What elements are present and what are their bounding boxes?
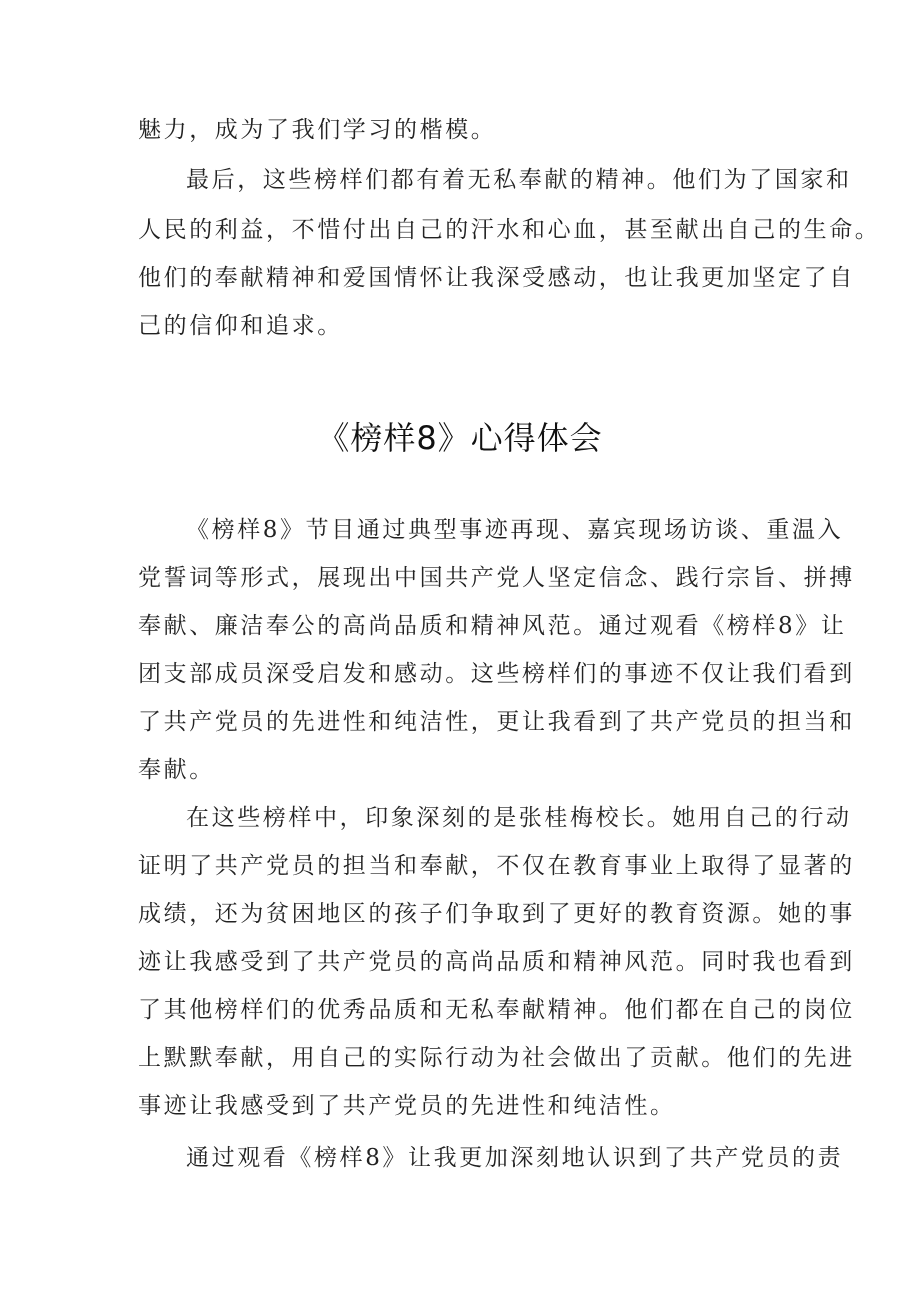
paragraph-line: 成绩，还为贫困地区的孩子们争取到了更好的教育资源。她的事 (138, 901, 855, 927)
paragraph-line: 党誓词等形式，展现出中国共产党人坚定信念、践行宗旨、拼搏 (138, 565, 855, 591)
paragraph-line: 通过观看《榜样8》让我更加深刻地认识到了共产党员的责 (186, 1145, 844, 1171)
paragraph-line: 奉献。 (138, 757, 215, 783)
paragraph-line: 奉献、廉洁奉公的高尚品质和精神风范。通过观看《榜样8》让 (138, 613, 847, 639)
paragraph-line: 魅力，成为了我们学习的楷模。 (138, 117, 497, 143)
document-title: 《榜样8》心得体会 (317, 419, 603, 457)
paragraph-line: 事迹让我感受到了共产党员的先进性和纯洁性。 (138, 1093, 676, 1119)
paragraph-line: 己的信仰和追求。 (138, 313, 343, 339)
paragraph-line: 证明了共产党员的担当和奉献，不仅在教育事业上取得了显著的 (138, 853, 855, 879)
paragraph-line: 在这些榜样中，印象深刻的是张桂梅校长。她用自己的行动 (186, 805, 852, 831)
paragraph-line: 迹让我感受到了共产党员的高尚品质和精神风范。同时我也看到 (138, 949, 855, 975)
paragraph-line: 了共产党员的先进性和纯洁性，更让我看到了共产党员的担当和 (138, 709, 855, 735)
paragraph-line: 人民的利益，不惜付出自己的汗水和心血，甚至献出自己的生命。 (138, 217, 881, 243)
paragraph-line: 他们的奉献精神和爱国情怀让我深受感动，也让我更加坚定了自 (138, 265, 855, 291)
paragraph-line: 上默默奉献，用自己的实际行动为社会做出了贡献。他们的先进 (138, 1045, 855, 1071)
paragraph-line: 团支部成员深受启发和感动。这些榜样们的事迹不仅让我们看到 (138, 661, 855, 687)
paragraph-line: 了其他榜样们的优秀品质和无私奉献精神。他们都在自己的岗位 (138, 997, 855, 1023)
paragraph-line: 《榜样8》节目通过典型事迹再现、嘉宾现场访谈、重温入 (186, 517, 844, 543)
paragraph-line: 最后，这些榜样们都有着无私奉献的精神。他们为了国家和 (186, 167, 852, 193)
